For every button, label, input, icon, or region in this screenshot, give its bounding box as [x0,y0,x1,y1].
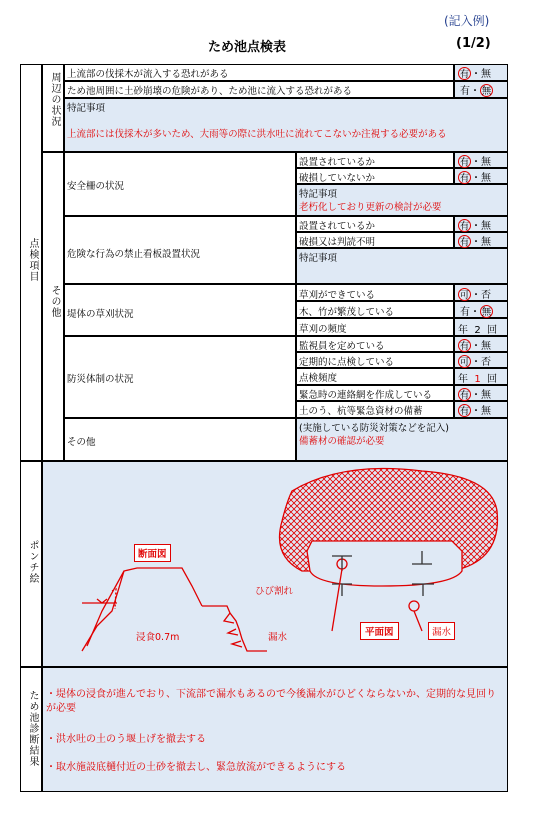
check-items-label: 点検項目 [27,238,38,282]
circled-option: 可 [459,357,470,368]
circled-option: 有 [459,390,470,401]
mowing-q1-choice[interactable]: 可 ・否 [459,290,491,301]
disaster-q1: 監視員を定めている [299,341,385,352]
disaster-q3-value[interactable]: 年 1 回 [458,374,498,385]
misc-instruction: (実施している防災対策などを記入) [299,423,449,434]
disaster-q2: 定期的に点検している [299,357,395,368]
example-label: (記入例) [444,14,490,28]
diagnosis-label: ため池診断結果 [27,690,38,767]
surround-row1-choice[interactable]: 有 ・無 [459,69,491,80]
disaster-q5-choice[interactable]: 有 ・無 [459,406,491,417]
section-view-label: 断面図 [134,544,171,562]
circled-option: 有 [459,157,470,168]
sign-label: 危険な行為の禁止看板設置状況 [67,249,201,260]
disaster-q3: 点検頻度 [299,373,338,384]
disaster-q5: 土のう、杭等緊急資材の備蓄 [299,406,423,417]
circled-option: 有 [459,341,470,352]
circled-option: 無 [481,307,492,318]
other-label: その他 [49,285,60,318]
crack-label: ひび割れ [255,586,294,597]
fence-q1: 設置されているか [299,157,376,168]
diagnosis-item-3: ・取水施設底樋付近の土砂を撤去し、緊急放流ができるようにする [46,762,346,773]
circled-option: 無 [481,86,492,97]
surround-note-box [64,98,508,152]
disaster-q4: 緊急時の連絡網を作成している [299,390,433,401]
erosion-label: 浸食0.7m [136,632,180,643]
fence-note-label: 特記事項 [299,189,338,200]
misc-label: その他 [67,437,96,448]
mowing-q3-value[interactable]: 年 2 回 [458,325,498,336]
leak-label-plan: 漏水 [428,622,455,640]
surround-row1-text: 上流部の伐採木が流入する恐れがある [67,69,229,80]
surround-row2-choice[interactable]: 有・ 無 [460,86,492,97]
circled-option: 有 [459,69,470,80]
disaster-label: 防災体制の状況 [67,374,134,385]
mowing-q2-choice[interactable]: 有・ 無 [460,307,492,318]
circled-option: 有 [459,173,470,184]
page-number: (1/2) [456,36,491,51]
misc-note: 備蓄材の確認が必要 [299,436,385,447]
sign-q1-choice[interactable]: 有 ・無 [459,221,491,232]
circled-option: 可 [459,290,470,301]
misc-label-cell [64,418,296,461]
surroundings-label: 周辺の状況 [49,72,60,127]
sign-note-label: 特記事項 [299,253,338,264]
circled-option: 有 [459,406,470,417]
disaster-q2-choice[interactable]: 可 ・否 [459,357,491,368]
fence-label: 安全柵の状況 [67,181,125,192]
fence-q2: 破損していないか [299,173,376,184]
fence-q1-choice[interactable]: 有 ・無 [459,157,491,168]
mowing-q2: 木、竹が繁茂している [299,307,395,318]
fence-q2-choice[interactable]: 有 ・無 [459,173,491,184]
fence-note: 老朽化しており更新の検討が必要 [299,202,442,213]
disaster-q4-choice[interactable]: 有 ・無 [459,390,491,401]
plan-view-label: 平面図 [360,622,399,640]
mowing-label: 堤体の草刈状況 [67,309,134,320]
sign-q2-choice[interactable]: 有 ・無 [459,237,491,248]
circled-option: 有 [459,237,470,248]
diagnosis-item-2: ・洪水吐の土のう堰上げを撤去する [46,734,206,745]
sign-q2: 破損又は判読不明 [299,237,376,248]
diagnosis-item-1: ・堤体の浸食が進んでおり、下流部で漏水もあるので今後漏水がひどくならないか、定期的な見回りが必要 [46,689,496,714]
mowing-q3: 草刈の頻度 [299,324,347,335]
sketch-label: ポンチ絵 [27,540,38,584]
disaster-q1-choice[interactable]: 有 ・無 [459,341,491,352]
mowing-q1: 草刈ができている [299,290,376,301]
surround-row2-text: ため池周囲に土砂崩壊の危険があり、ため池に流入する恐れがある [67,86,353,97]
leak-label-section: 漏水 [268,632,288,643]
surround-note-label: 特記事項 [67,103,106,114]
circled-option: 有 [459,221,470,232]
surround-note: 上流部には伐採木が多いため、大雨等の際に洪水吐に流れてこないか注視する必要がある [67,129,447,140]
sign-q1: 設置されているか [299,221,376,232]
page-title: ため池点検表 [208,40,287,55]
plan-view [280,469,498,632]
